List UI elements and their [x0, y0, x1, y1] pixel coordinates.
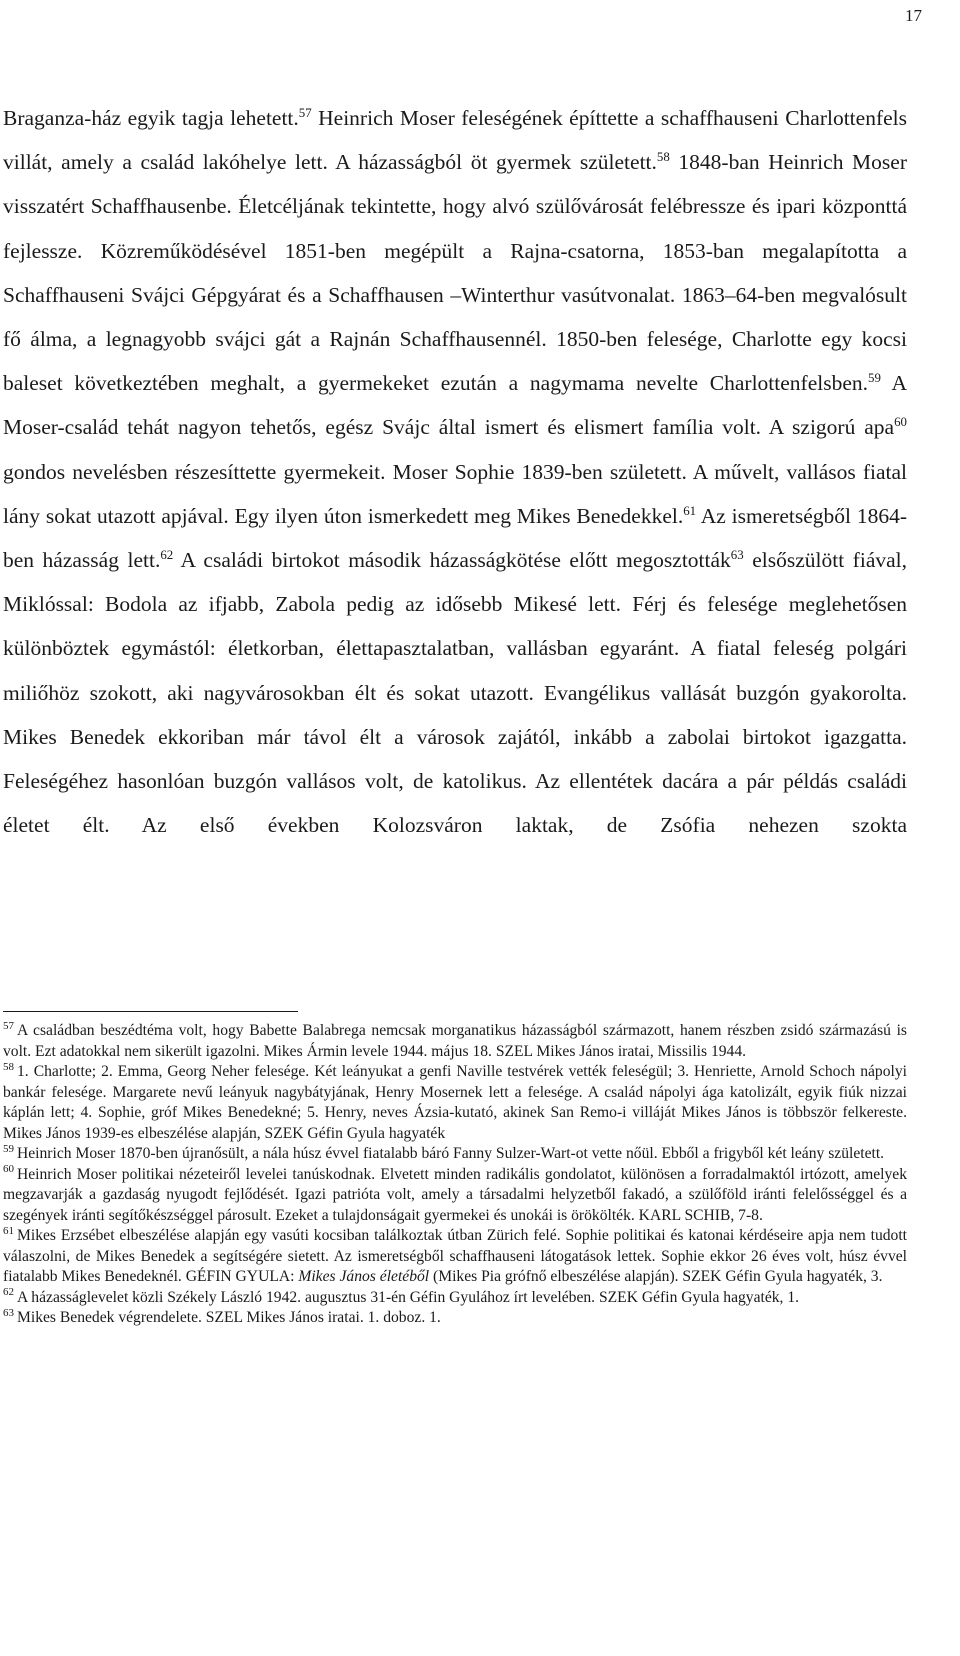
footnote-number: 62	[3, 1286, 14, 1299]
footnote-ref-58[interactable]: 58	[656, 150, 670, 165]
body-segment: A családi birtokot második házasságkötése előtt megosztották	[173, 548, 731, 573]
footnotes	[3, 1021, 907, 1329]
footnote-text: (Mikes Pia grófnő elbeszélése alapján). SZEK Géfin Gyula hagyaték, 3.	[429, 1268, 883, 1285]
body-segment: Az ismeretségből 1864-ben házasság lett.	[3, 503, 907, 573]
body-segment: Heinrich Moser feleségének építtette a schaffhauseni Charlottenfels villát, amely a család lakóhelye lett. A házasságból öt gyermek született.	[3, 106, 907, 175]
footnote-63	[3, 1308, 907, 1329]
footnote-ref-61[interactable]: 61	[683, 503, 697, 518]
footnote-number: 59	[3, 1142, 14, 1155]
footnote-divider	[3, 1011, 298, 1012]
page-number: 17	[905, 6, 922, 25]
footnote-number: 58	[3, 1060, 14, 1073]
footnote-59	[3, 1144, 907, 1165]
footnote-number: 60	[3, 1163, 14, 1176]
book-title: Mikes János életéből	[298, 1268, 430, 1285]
footnote-text: A családban beszédtéma volt, hogy Babette Balabrega nemcsak morganatikus házasságból származott, hanem részben zsidó származású is volt. Ezt adatokkal nem sikerült igazolni. Mikes Ármin levele 1944. május 18. SZEL Mikes János iratai, Missilis 1944.	[3, 1022, 907, 1060]
footnote-text: A házasságlevelet közli Székely László 1942. augusztus 31-én Géfin Gyulához írt levelében. SZEK Géfin Gyula hagyaték, 1.	[17, 1288, 800, 1306]
footnote-ref-59[interactable]: 59	[868, 371, 881, 386]
footnote-number: 61	[3, 1224, 14, 1237]
footnote-ref-62[interactable]: 62	[160, 547, 174, 562]
footnote-57	[3, 1021, 907, 1062]
footnote-58	[3, 1062, 907, 1144]
body-text	[3, 96, 907, 847]
footnote-ref-57[interactable]: 57	[298, 105, 312, 120]
footnote-text: Mikes Erzsébet elbeszélése alapján egy vasúti kocsiban találkoztak útban Zürich felé. Sophie politikai és katonai kérdéseire apja nem tudott válaszolni, de Mikes Benedek a segítségére sietett. Az ismeretségből schaffhauseni látogatások lettek. Sophie ekkor 26 éves volt, húsz évvel fiatalabb Mikes Benedeknél. GÉFIN GYULA:	[3, 1227, 907, 1285]
body-segment: elsőszülött fiával, Miklóssal: Bodola az ifjabb, Zabola pedig az idősebb Mikesé lett. Férj és felesége meglehetősen különböztek egymástól: életkorban, élettapasztalatban, vallásban egyaránt. A fiatal feleség polgári miliőhöz szokott, aki nagyvárosokban élt és sokat utazott. Evangélikus vallását buzgón gyakorolta. Mikes Benedek ekkoriban már távol élt a városok zajától, inkább a zabolai birtokot igazgatta. Feleségéhez hasonlóan buzgón vallásos volt, de katolikus. Az ellentétek dacára a pár példás családi életet élt. Az első években Kolozsváron laktak, de Zsófia nehezen szokta	[3, 548, 907, 838]
footnote-ref-63[interactable]: 63	[730, 547, 744, 562]
footnote-text: Mikes Benedek végrendelete. SZEL Mikes János iratai. 1. doboz. 1.	[17, 1309, 441, 1326]
footnote-text: 1. Charlotte; 2. Emma, Georg Neher felesége. Két leányukat a genfi Naville testvérek vették feleségül; 3. Henriette, Arnold Schoch nápolyi bankár felesége. Margarete nevű leányuk nagybátyjának, Henry Mosernek lett a felesége. A család nápolyi ága katolizált, egyik fiúk nizzai káplán lett; 4. Sophie, gróf Mikes Benedekné; 5. Henry, neves Ázsia-kutató, akinek San Remo-i villáját Mikes János is többször felkereste. Mikes János 1939-es elbeszélése alapján, SZEK Géfin Gyula hagyaték	[3, 1063, 907, 1142]
body-segment: A Moser-család tehát nagyon tehetős, egész Svájc által ismert és elismert família volt. A szigorú apa	[3, 371, 907, 440]
footnote-text: Heinrich Moser 1870-ben újranősült, a nála húsz évvel fiatalabb báró Fanny Sulzer-Wart-ot vette nőül. Ebből a frigyből két leány született.	[17, 1145, 885, 1162]
body-segment: 1848-ban Heinrich Moser visszatért Schaffhausenbe. Életcéljának tekintette, hogy alvó szülővárosát felébressze és ipari központtá fejlessze. Közreműködésével 1851-ben megépült a Rajna-csatorna, 1853-ban megalapította a Schaffhauseni Svájci Gépgyárat és a Schaffhausen –Winterthur vasútvonalat. 1863–64-ben megvalósult fő álma, a legnagyobb svájci gát a Rajnán Schaffhausennél. 1850-ben felesége, Charlotte egy kocsi baleset következtében meghalt, a gyermekeket ezután a nagymama nevelte Charlottenfelsben.	[3, 150, 907, 396]
footnote-number: 63	[3, 1306, 14, 1319]
footnote-60	[3, 1165, 907, 1227]
body-segment: Braganza-ház egyik tagja lehetett.	[3, 106, 299, 130]
footnote-number: 57	[3, 1019, 14, 1032]
footnote-62	[3, 1288, 907, 1309]
footnote-61	[3, 1226, 907, 1288]
footnote-text: Heinrich Moser politikai nézeteiről levelei tanúskodnak. Elvetett minden radikális gondolatot, különösen a forradalmaktól irtózott, amelyek megzavarják a gazdaság nyugodt fejlődését. Igazi patrióta volt, amely a társadalmi helyzetből fakadó, a szülőföld iránti felelősséggel és a szegények iránti segítőkészséggel párosult. Ezeket a tulajdonságait gyermekei és unokái is örökölték. KARL SCHIB, 7-8.	[3, 1165, 907, 1224]
footnote-ref-60[interactable]: 60	[894, 415, 907, 430]
body-segment: gondos nevelésben részesíttette gyermekeit. Moser Sophie 1839-ben született. A művelt, vallásos fiatal lány sokat utazott apjával. Egy ilyen úton ismerkedett meg Mikes Benedekkel.	[3, 459, 907, 528]
